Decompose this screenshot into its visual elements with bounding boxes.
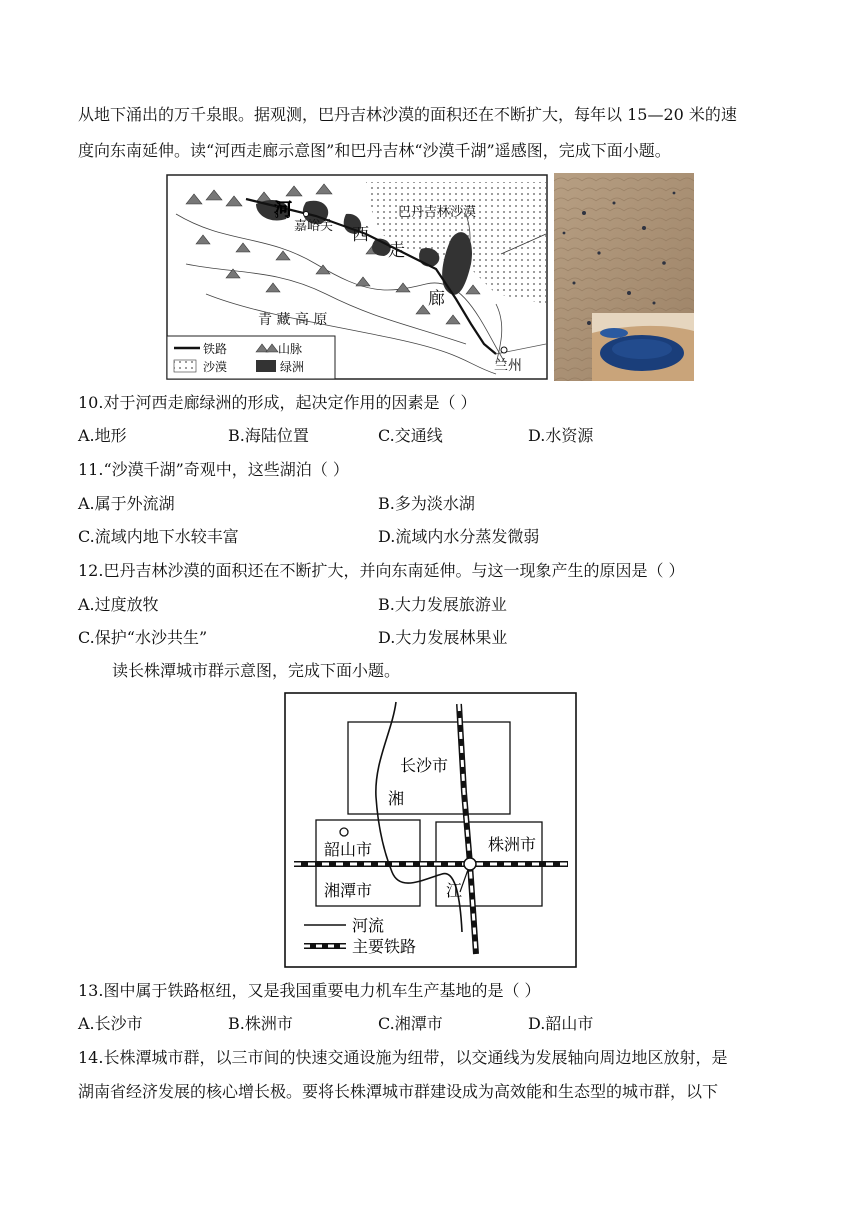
q13-stem: 13.图中属于铁路枢纽，又是我国重要电力机车生产基地的是（ ） [78,981,541,1000]
zhuzhou-hub-marker [464,858,476,870]
label-he: 河 [274,200,292,221]
legend-oasis: 绿洲 [280,360,305,374]
q13-option-d[interactable]: D.韶山市 [528,1014,594,1033]
q11-option-b[interactable]: B.多为淡水湖 [378,494,475,513]
legend-rail: 主要铁路 [352,937,417,956]
q12-option-a[interactable]: A.过度放牧 [78,595,159,614]
label-shaoshan: 韶山市 [324,840,373,859]
legend-rail: 铁路 [203,342,228,356]
q14-line-2: 湖南省经济发展的核心增长极。要将长株潭城市群建设成为高效能和生态型的城市群，以下 [78,1082,719,1101]
label-jiayuguan: 嘉峪关 [294,219,334,234]
q10-option-c[interactable]: C.交通线 [378,426,443,445]
label-xiangtan: 湘潭市 [324,881,373,900]
q10-option-a[interactable]: A.地形 [78,426,127,445]
intro-line-2: 度向东南延伸。读“河西走廊示意图”和巴丹吉林“沙漠千湖”遥感图，完成下面小题。 [78,141,671,160]
q12-option-d[interactable]: D.大力发展林果业 [378,628,508,647]
q11-option-c[interactable]: C.流域内地下水较丰富 [78,527,239,546]
q14-line-1: 14.长株潭城市群，以三市间的快速交通设施为纽带，以交通线为发展轴向周边地区放射，是 [78,1048,728,1067]
q10-option-d[interactable]: D.水资源 [528,426,594,445]
label-lanzhou: 兰州 [494,358,522,374]
q13-option-a[interactable]: A.长沙市 [78,1014,143,1033]
q11-option-d[interactable]: D.流域内水分蒸发微弱 [378,527,540,546]
q12-stem: 12.巴丹吉林沙漠的面积还在不断扩大，并向东南延伸。与这一现象产生的原因是（ ） [78,561,685,580]
q12-option-b[interactable]: B.大力发展旅游业 [378,595,507,614]
label-desert: 巴丹吉林沙漠 [398,205,477,220]
q13-option-c[interactable]: C.湘潭市 [378,1014,443,1033]
label-changsha: 长沙市 [400,756,449,775]
intro-line-1: 从地下涌出的万千泉眼。据观测，巴丹吉林沙漠的面积还在不断扩大，每年以 15—20 米的速 [78,105,737,124]
q13-option-b[interactable]: B.株洲市 [228,1014,293,1033]
lanzhou-marker [501,347,507,353]
desert-lakes-photo [554,173,694,381]
label-zhuzhou: 株洲市 [488,835,537,854]
intro-2: 读长株潭城市群示意图，完成下面小题。 [112,661,401,680]
q11-option-a[interactable]: A.属于外流湖 [78,494,175,513]
label-plateau: 青 藏 高 原 [258,312,328,328]
lake-inset [592,313,694,381]
legend-river: 河流 [352,916,385,935]
hexi-corridor-map [166,174,548,380]
label-jiang: 江 [446,881,463,900]
label-lang: 廊 [428,289,445,309]
map-legend [167,336,335,379]
q10-stem: 10.对于河西走廊绿洲的形成，起决定作用的因素是（ ） [78,393,477,412]
q11-stem: 11.“沙漠千湖”奇观中，这些湖泊（ ） [78,460,349,479]
legend-desert: 沙漠 [203,360,228,374]
label-zou: 走 [388,241,405,261]
changzhutan-map [284,692,577,968]
label-xiang: 湘 [388,789,405,808]
legend-mountain: 山脉 [278,342,303,356]
label-xi: 西 [352,225,369,245]
q10-option-b[interactable]: B.海陆位置 [228,426,309,445]
shaoshan-marker [340,828,348,836]
q12-option-c[interactable]: C.保护“水沙共生” [78,628,208,647]
